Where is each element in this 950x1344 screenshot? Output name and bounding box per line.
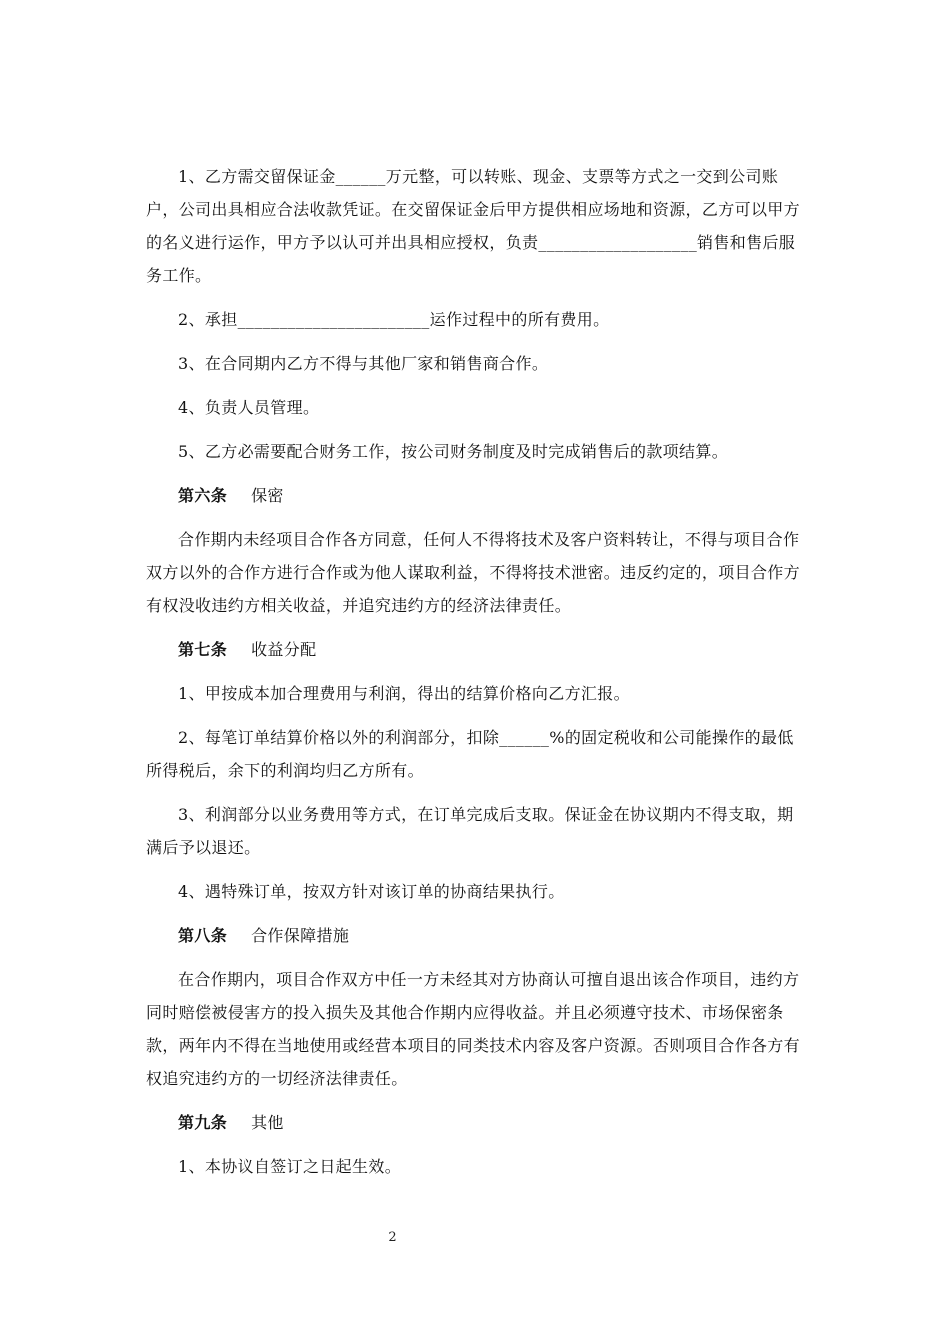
page-number: 2 (388, 1230, 397, 1245)
section-title: 合作保障措施 (251, 926, 350, 945)
clause-paragraph: 1、本协议自签订之日起生效。 (178, 1157, 402, 1176)
section-number: 第七条 (178, 640, 228, 659)
section-number: 第八条 (178, 926, 228, 945)
clause-paragraph: 5、乙方必需要配合财务工作，按公司财务制度及时完成销售后的款项结算。 (178, 442, 729, 461)
section-heading-8 (146, 919, 809, 952)
document-body (146, 160, 809, 1194)
clause-paragraph: 4、负责人员管理。 (178, 398, 320, 417)
clause-paragraph: 1、甲按成本加合理费用与利润，得出的结算价格向乙方汇报。 (178, 684, 630, 703)
section-title: 保密 (251, 486, 284, 505)
section-title: 其他 (251, 1113, 284, 1132)
section-heading-7 (146, 633, 809, 666)
section-number: 第六条 (178, 486, 228, 505)
clause-paragraph: 在合作期内，项目合作双方中任一方未经其对方协商认可擅自退出该合作项目，违约方同时赔偿被侵害方的投入损失及其他合作期内应得收益。并且必须遵守技术、市场保密条款，两年内不得在当地使用或经营本项目的同类技术内容及客户资源。否则项目合作各方有权追究违约方的一切经济法律责任。 (146, 970, 801, 1088)
section-number: 第九条 (178, 1113, 228, 1132)
clause-paragraph: 3、利润部分以业务费用等方式，在订单完成后支取。保证金在协议期内不得支取，期满后予以退还。 (146, 805, 794, 857)
clause-paragraph: 3、在合同期内乙方不得与其他厂家和销售商合作。 (178, 354, 549, 373)
clause-paragraph: 2、承担_______________________运作过程中的所有费用。 (178, 310, 610, 329)
section-title: 收益分配 (251, 640, 317, 659)
clause-paragraph: 4、遇特殊订单，按双方针对该订单的协商结果执行。 (178, 882, 565, 901)
section-heading-6 (146, 479, 809, 512)
clause-paragraph: 合作期内未经项目合作各方同意，任何人不得将技术及客户资料转让，不得与项目合作双方以外的合作方进行合作或为他人谋取利益，不得将技术泄密。违反约定的，项目合作方有权没收违约方相关收益，并追究违约方的经济法律责任。 (146, 530, 801, 615)
clause-paragraph: 2、每笔订单结算价格以外的利润部分，扣除______%的固定税收和公司能操作的最低所得税后，余下的利润均归乙方所有。 (146, 728, 794, 780)
section-heading-9 (146, 1106, 809, 1139)
clause-paragraph: 1、乙方需交留保证金______万元整，可以转账、现金、支票等方式之一交到公司账户，公司出具相应合法收款凭证。在交留保证金后甲方提供相应场地和资源，乙方可以甲方的名义进行运作，甲方予以认可并出具相应授权，负责___________________销售和售后服务工作。 (146, 167, 801, 285)
